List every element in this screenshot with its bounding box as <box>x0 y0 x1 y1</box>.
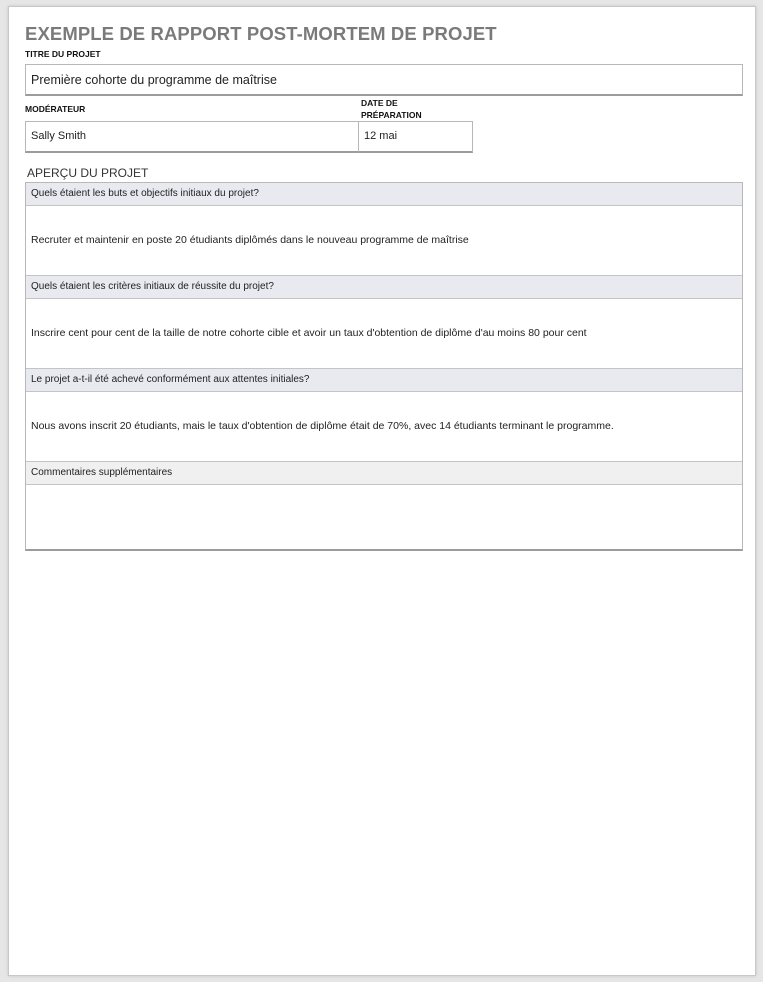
preparation-date-label <box>361 97 422 121</box>
preparation-date-field[interactable] <box>358 121 473 153</box>
project-title-label: TITRE DU PROJET <box>25 49 101 59</box>
preparation-date-value: 12 mai <box>364 130 398 142</box>
moderator-value: Sally Smith <box>31 130 87 142</box>
overview-table <box>25 182 743 551</box>
answer-expectations-met[interactable]: Nous avons inscrit 20 étudiants, mais le taux d'obtention de diplôme était de 70%, avec 14 étudiants terminant le programme. <box>26 392 742 462</box>
question-expectations-met: Le projet a-t-il été achevé conformément aux attentes initiales? <box>26 369 742 392</box>
question-success-criteria: Quels étaient les critères initiaux de réussite du projet? <box>26 276 742 299</box>
answer-success-criteria[interactable]: Inscrire cent pour cent de la taille de notre cohorte cible et avoir un taux d'obtention de diplôme d'au moins 80 pour cent <box>26 299 742 369</box>
overview-heading: APERÇU DU PROJET <box>27 166 149 180</box>
question-goals: Quels étaient les buts et objectifs initiaux du projet? <box>26 183 742 206</box>
project-title-field[interactable] <box>25 64 743 96</box>
preparation-date-label-line2: PRÉPARATION <box>361 110 422 120</box>
question-additional-comments: Commentaires supplémentaires <box>26 462 742 485</box>
answer-additional-comments[interactable] <box>26 485 742 549</box>
moderator-label: MODÉRATEUR <box>25 104 86 114</box>
document-page <box>8 6 756 976</box>
preparation-date-label-line1: DATE DE <box>361 98 398 108</box>
moderator-field[interactable] <box>25 121 359 153</box>
project-title-value: Première cohorte du programme de maîtrise <box>31 73 277 87</box>
answer-goals[interactable]: Recruter et maintenir en poste 20 étudiants diplômés dans le nouveau programme de maîtrise <box>26 206 742 276</box>
document-title: EXEMPLE DE RAPPORT POST-MORTEM DE PROJET <box>25 23 497 44</box>
